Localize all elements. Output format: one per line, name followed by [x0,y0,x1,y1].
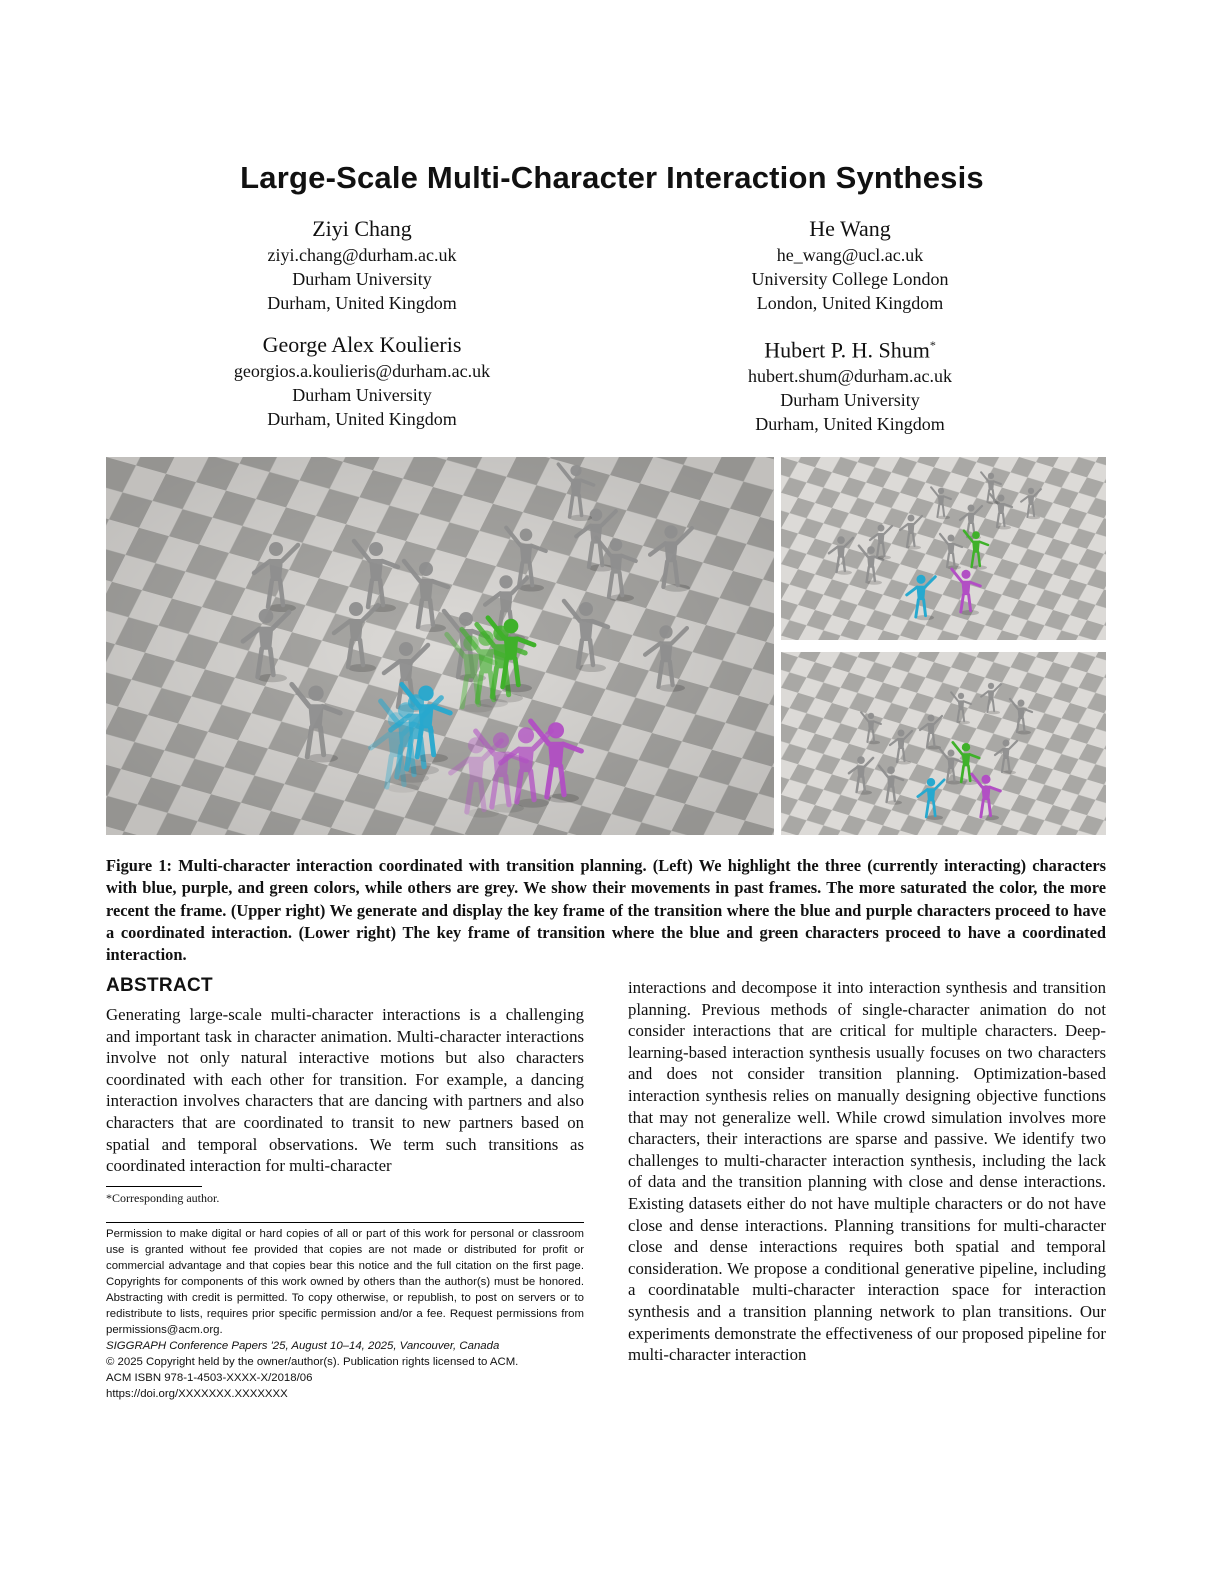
permission-block [106,1226,584,1402]
author-location: London, United Kingdom [756,293,944,313]
author-name: George Alex Koulieris [262,332,462,357]
footnote-rule [106,1186,202,1187]
author-block [620,215,1080,315]
copyright-line: © 2025 Copyright held by the owner/author(s). Publication rights licensed to ACM. [106,1356,519,1368]
author-email[interactable]: hubert.shum@durham.ac.uk [747,366,953,387]
permission-notice: Permission to make digital or hard copies of all or part of this work for personal or classroom use is granted without fee provided that copies are not made or distributed for profit or commercial advantage and that copies bear this notice and the full citation on the first page. Copyrights for components of this work owned by others than the author(s) must be honored. Abstracting with credit is permitted. To copy otherwise, or republish, to post on servers or to redistribute to lists, requires prior specific permission and/or a fee. Request permissions from permissions@acm.org. [106,1228,584,1336]
figure-upper-right-render [781,457,1106,640]
figure-main-render [106,457,774,835]
abstract-text-left: Generating large-scale multi-character interactions is a challenging and important task in character animation. Multi-character interactions involve not only natural interactive motions but also characters coordinated with each other for transition. For example, a dancing interaction involves characters that are dancing with partners and also characters that are coordinated to transit to new partners based on spatial and temporal observations. We term such transitions as coordinated interaction for multi-character [106,1005,584,1176]
author-name: Ziyi Chang [312,216,412,241]
author-affiliation: Durham University [780,390,920,411]
corresponding-mark: * [929,338,936,352]
author-email[interactable]: georgios.a.koulieris@durham.ac.uk [233,361,491,381]
paper-title: Large-Scale Multi-Character Interaction Synthesis [240,160,984,195]
permission-rule [106,1222,584,1223]
author-affiliation: Durham University [292,269,432,289]
doi-link[interactable]: https://doi.org/XXXXXXX.XXXXXXX [106,1388,288,1400]
author-email[interactable]: he_wang@ucl.ac.uk [776,245,924,265]
author-name: He Wang [809,216,891,241]
conference-info: SIGGRAPH Conference Papers '25, August 10–14, 2025, Vancouver, Canada [106,1340,500,1352]
author-block [132,331,592,431]
author-name-text: Hubert P. H. Shum [764,337,930,363]
figure-caption: Figure 1: Multi-character interaction coordinated with transition planning. (Left) We highlight the three (currently interacting) characters with blue, purple, and green colors, while others are grey. We show their movements in past frames. The more saturated the color, the more recent the frame. (Upper right) We generate and display the key frame of the transition where the blue and purple characters proceed to have a coordinated interaction. (Lower right) The key frame of transition where the blue and green characters proceed to have a coordinated interaction. [106,856,1106,965]
author-block [132,215,592,315]
figure-lower-right-render [781,652,1106,835]
author-email[interactable]: ziyi.chang@durham.ac.uk [267,245,457,265]
author-affiliation: University College London [751,269,949,289]
abstract-text-right: interactions and decompose it into interaction synthesis and transition planning. Previous methods of single-character animation do not consider interactions that are critical for multiple characters. Deep-learning-based interaction synthesis usually focuses on two characters and does not consider transition planning. Optimization-based interaction synthesis relies on manually designing objective functions that may not generalize well. While crowd simulation involves more characters, their interactions are sparse and passive. We identify two challenges to multi-character interaction synthesis, including the lack of data and the transition planning with close and dense interactions. Existing datasets either do not have multiple characters or do not have close and dense interactions. Planning transitions for multi-character close and dense interactions requires both spatial and temporal consideration. We propose a conditional generative pipeline, including a coordinatable multi-character interaction space for interaction synthesis and a transition planning network to plan transitions. Our experiments demonstrate the effectiveness of our proposed pipeline for multi-character interaction [628,978,1106,1365]
footnote: *Corresponding author. [106,1191,220,1205]
author-location: Durham, United Kingdom [267,293,457,313]
teaser-figure [106,457,1106,835]
author-location: Durham, United Kingdom [755,414,945,435]
abstract-heading: ABSTRACT [106,975,213,996]
author-block [620,331,1080,436]
isbn-line: ACM ISBN 978-1-4503-XXXX-X/2018/06 [106,1372,313,1384]
author-location: Durham, United Kingdom [267,409,457,429]
author-affiliation: Durham University [292,385,432,405]
author-name [620,331,1080,364]
